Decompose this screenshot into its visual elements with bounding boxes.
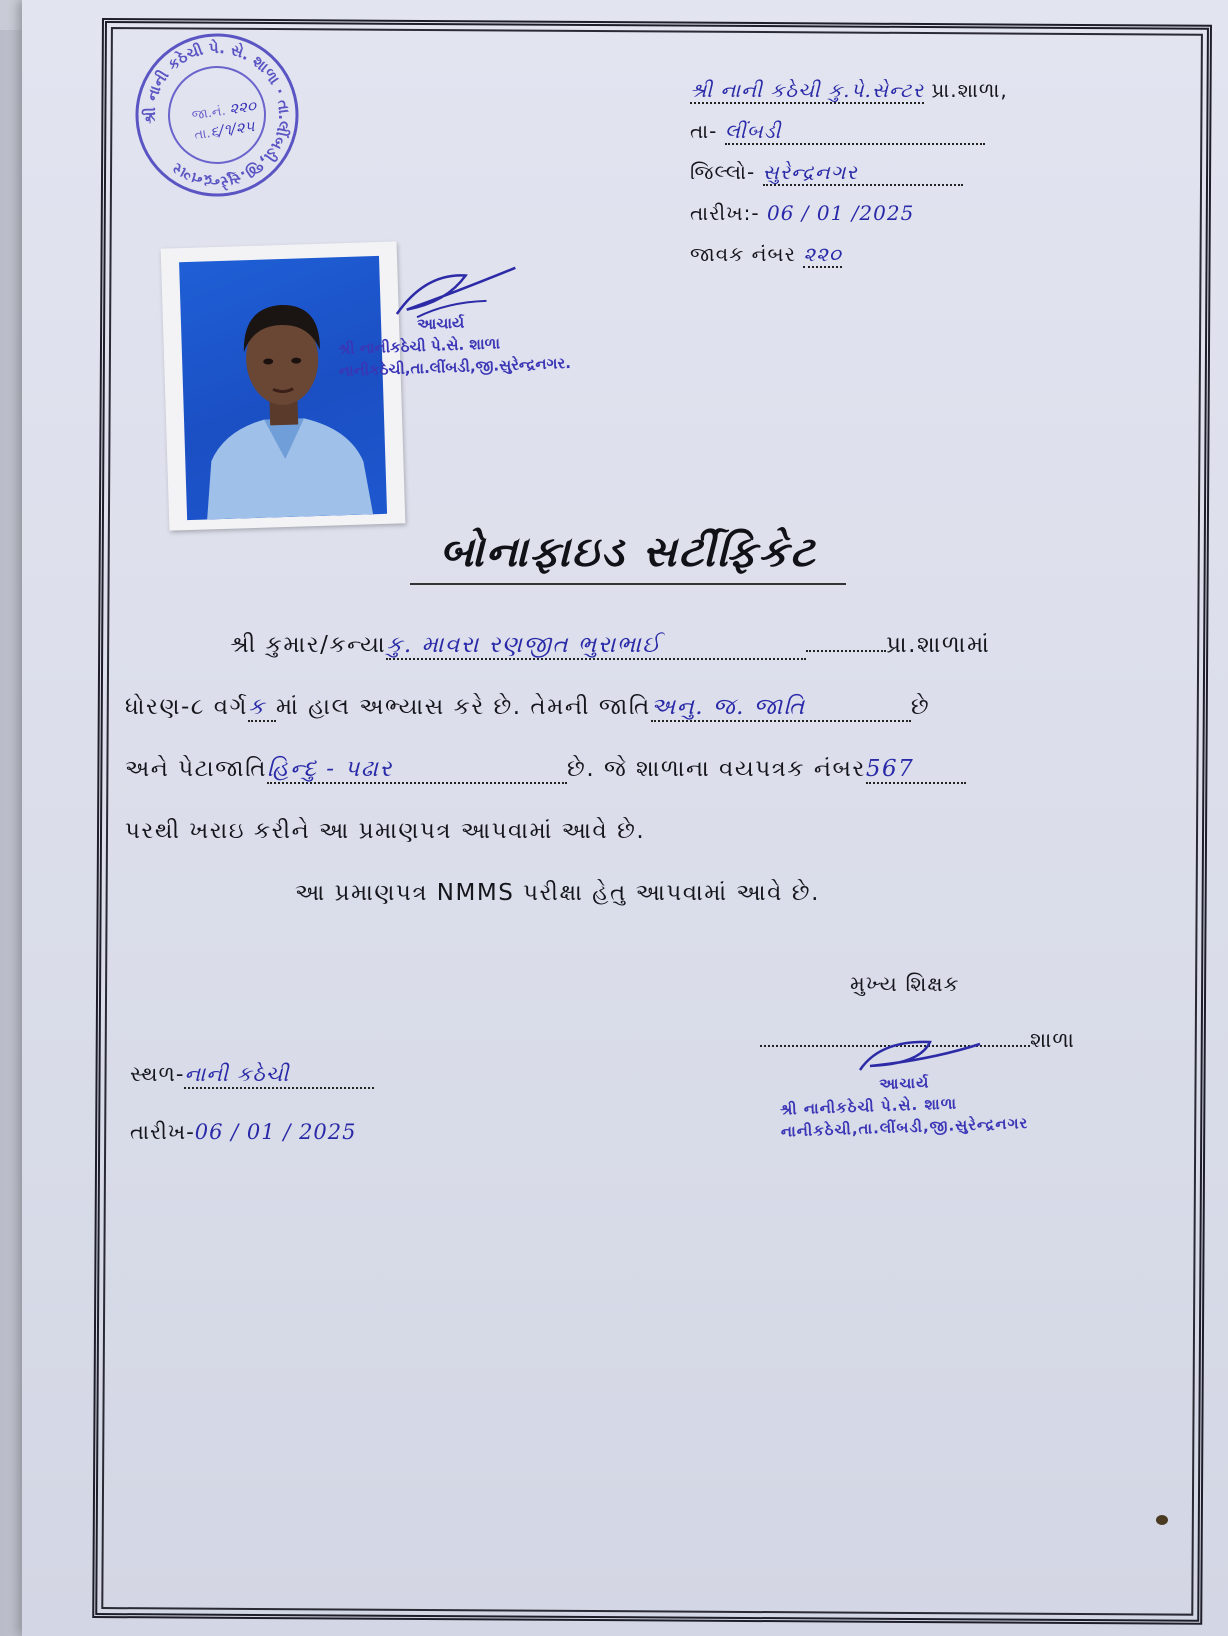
ink-speck xyxy=(1156,1515,1168,1525)
body-line-2: ધોરણ-૮ વર્ગક માં હાલ અભ્યાસ કરે છે. તેમની જાતિઅનુ. જ. જાતિ છે xyxy=(125,694,931,720)
outward-number: ૨૨૦ xyxy=(803,242,842,266)
student-portrait-icon xyxy=(179,256,387,520)
gr-number: 567 xyxy=(866,756,966,784)
date-line: તારીખ:- 06 / 01 /2025 xyxy=(690,201,915,225)
outward-no-line: જાવક નંબર ૨૨૦ xyxy=(690,242,842,266)
svg-text:શ્રી નાની કઠેચી પે. સે. શાળા ·: શ્રી નાની કઠેચી પે. સે. શાળા · તા.લીંબડી,જી.સુરેન્દ્રનગર xyxy=(140,38,294,192)
body-line-3: અને પેટાજાતિહિન્દુ - પઢાર છે. જે શાળાના વયપત્રક નંબર567 xyxy=(125,756,1125,818)
school-name-handwritten: શ્રી નાની કઠેચી કુ.પે.સેન્ટર xyxy=(690,78,925,102)
place-date-block: સ્થળ-નાની કઠેચી તારીખ-06 / 01 / 2025 xyxy=(130,1062,374,1178)
principal-stamp-top: આચાર્ય શ્રી નાનીકઠેચી પે.સે. શાળા નાનીકઠેચી,તા.લીંબડી,જી.સુરેન્દ્રનગર. xyxy=(337,308,571,382)
taluka-line: તા- લીંબડી xyxy=(690,119,1110,160)
place-date: 06 / 01 / 2025 xyxy=(194,1120,357,1144)
body-line-1: શ્રી કુમાર/કન્યાકુ. માવરા રણજીત ભુરાભાઈ પ્રા.શાળામાં xyxy=(230,632,991,658)
caste: અનુ. જ. જાતિ xyxy=(651,694,911,722)
school-round-stamp xyxy=(121,19,313,211)
header-date: 06 / 01 /2025 xyxy=(766,201,915,225)
principal-stamp-bottom: આચાર્ય શ્રી નાનીકઠેચી પે.સે. શાળા નાનીકઠેચી,તા.લીંબડી,જી.સુરેન્દ્રનગર xyxy=(779,1073,1029,1141)
signature-icon xyxy=(385,259,527,334)
school-suffix: પ્રા.શાળા, xyxy=(931,78,1008,102)
body-line-5: આ પ્રમાણપત્ર NMMS પરીક્ષા હેતુ આપવામાં આવે છે. xyxy=(295,880,820,906)
stamp-date: ૬/૧/૨૫ xyxy=(208,116,256,142)
school-name-line xyxy=(690,78,1110,119)
school-header xyxy=(690,78,1110,283)
student-name: કુ. માવરા રણજીત ભુરાભાઈ xyxy=(386,632,806,660)
stamp-core: જા.નં. ૨૨૦ તા.૬/૧/૨૫ xyxy=(190,96,258,144)
place-value: નાની કઠેચી xyxy=(184,1062,374,1089)
stamp-number: ૨૨૦ xyxy=(228,96,258,119)
district-line: જિલ્લો- સુરેન્દ્રનગર xyxy=(690,160,1110,201)
certificate-body xyxy=(125,632,1125,942)
certificate-title: બોનાફાઇડ સર્ટીફિકેટ xyxy=(410,527,846,585)
taluka-value: લીંબડી xyxy=(725,119,985,145)
class-division: ક xyxy=(248,694,276,722)
signature-block xyxy=(760,972,1140,1141)
district-value: સુરેન્દ્રનગર xyxy=(763,160,963,186)
body-line-4: પરથી ખરાઇ કરીને આ પ્રમાણપત્ર આપવામાં આવે છે. xyxy=(125,818,646,844)
school-word: શાળા xyxy=(1030,1028,1075,1052)
subcaste: હિન્દુ - પઢાર xyxy=(267,756,567,784)
student-photo xyxy=(161,241,406,530)
head-teacher-label: મુખ્ય શિક્ષક xyxy=(850,972,960,996)
